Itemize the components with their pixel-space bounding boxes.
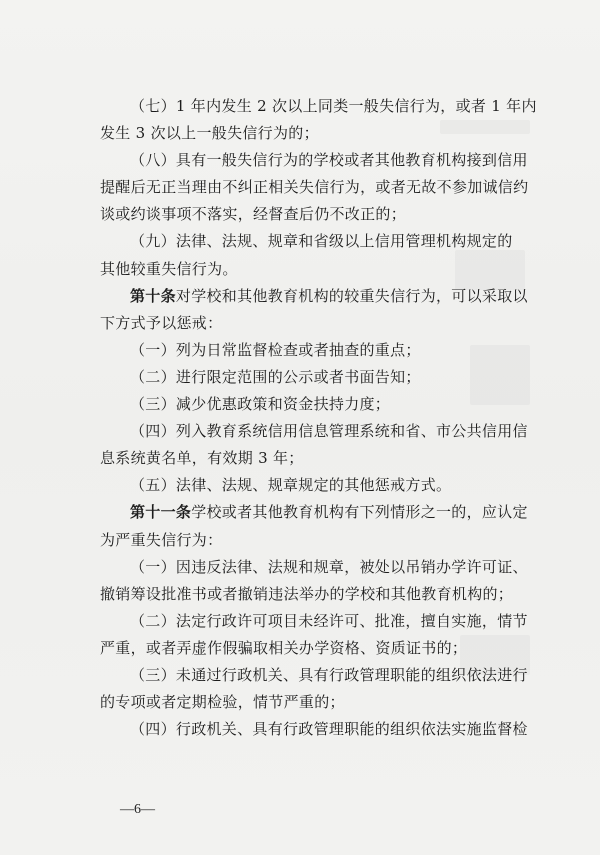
body-line: （一）列为日常监督检查或者抽查的重点； [130, 340, 421, 359]
article-line [100, 499, 528, 526]
body-line: 的专项或者定期检验，情节严重的； [100, 693, 345, 712]
article-text: 学校或者其他教育机构有下列情形之一的，应认定 [191, 503, 528, 522]
body-line: （七）1 年内发生 2 次以上同类一般失信行为，或者 1 年内 [130, 97, 537, 115]
body-line: 提醒后无正当理由不纠正相关失信行为，或者无故不参加诚信约 [100, 178, 529, 197]
body-line: （二）进行限定范围的公示或者书面告知； [130, 367, 421, 386]
body-line: （三）减少优惠政策和资金扶持力度； [130, 395, 391, 414]
body-line: （四）行政机关、具有行政管理职能的组织依法实施监督检 [130, 720, 528, 739]
body-line: 撤销筹设批准书或者撤销违法举办的学校和其他教育机构的； [100, 584, 514, 603]
body-line: （八）具有一般失信行为的学校或者其他教育机构接到信用 [130, 151, 528, 170]
body-line: （五）法律、法规、规章规定的其他惩戒方式。 [130, 476, 452, 495]
article-line [100, 283, 528, 310]
body-line: 为严重失信行为： [100, 530, 223, 549]
document-body [100, 93, 537, 743]
body-line: 严重，或者弄虚作假骗取相关办学资格、资质证书的； [100, 638, 468, 657]
article-heading: 第十条 [130, 286, 176, 305]
body-line: 下方式予以惩戒： [100, 313, 223, 332]
article-heading: 第十一条 [130, 503, 192, 522]
article-text: 对学校和其他教育机构的较重失信行为，可以采取以 [175, 286, 528, 305]
body-line: 息系统黄名单，有效期 3 年； [100, 449, 304, 468]
body-line: 发生 3 次以上一般失信行为的； [100, 124, 319, 143]
body-line: （九）法律、法规、规章和省级以上信用管理机构规定的 [130, 232, 513, 251]
body-line: （三）未通过行政机关、具有行政管理职能的组织依法进行 [130, 665, 528, 684]
body-line: 其他较重失信行为。 [100, 259, 238, 278]
body-line: 谈或约谈事项不落实，经督查后仍不改正的； [100, 205, 407, 224]
body-line: （一）因违反法律、法规和规章，被处以吊销办学许可证、 [130, 557, 528, 576]
page-number: —6— [120, 802, 155, 817]
body-line: （四）列入教育系统信用信息管理系统和省、市公共信用信 [130, 422, 528, 441]
body-line: （二）法定行政许可项目未经许可、批准，擅自实施，情节 [130, 611, 528, 630]
